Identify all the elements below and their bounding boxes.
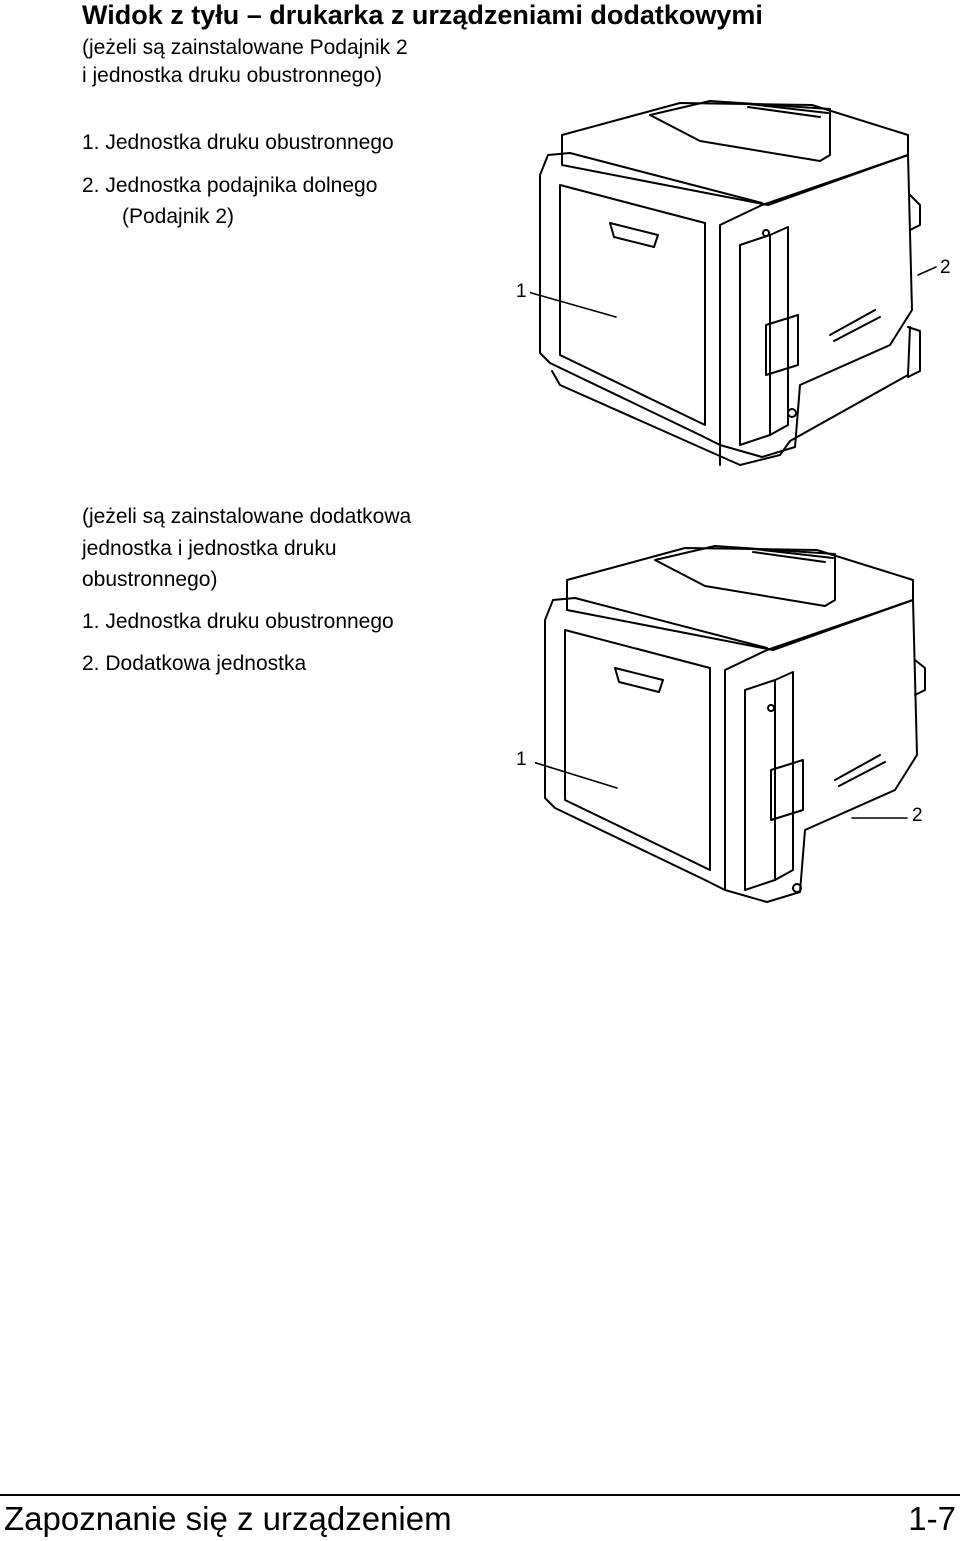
footer-page-number: 1-7 bbox=[908, 1500, 956, 1537]
section1-item-2: 2. Jednostka podajnika dolnego bbox=[82, 174, 378, 197]
footer-divider bbox=[0, 1494, 960, 1496]
section2-intro-line3: obustronnego) bbox=[82, 568, 218, 591]
callout-1: 1 bbox=[516, 749, 527, 770]
footer-chapter-title: Zapoznanie się z urządzeniem bbox=[4, 1500, 452, 1537]
callout-2: 2 bbox=[912, 805, 923, 826]
page-title: Widok z tyłu – drukarka z urządzeniami dodatkowymi bbox=[82, 0, 763, 30]
section2-item-2: 2. Dodatkowa jednostka bbox=[82, 652, 307, 675]
section1-intro-line1: (jeżeli są zainstalowane Podajnik 2 bbox=[82, 36, 408, 59]
section2-intro-line1: (jeżeli są zainstalowane dodatkowa bbox=[82, 505, 412, 528]
section1-intro-line2: i jednostka druku obustronnego) bbox=[82, 64, 383, 87]
section2-intro-line2: jednostka i jednostka druku bbox=[82, 537, 337, 560]
printer-rear-view-optional-unit-illustration bbox=[535, 540, 935, 920]
section2-item-1: 1. Jednostka druku obustronnego bbox=[82, 610, 394, 633]
callout-2: 2 bbox=[940, 257, 951, 278]
section1-item-1: 1. Jednostka druku obustronnego bbox=[82, 131, 394, 154]
section1-item-2-continuation: (Podajnik 2) bbox=[122, 205, 235, 228]
callout-1: 1 bbox=[516, 281, 527, 302]
printer-rear-view-tray2-illustration bbox=[530, 95, 950, 470]
